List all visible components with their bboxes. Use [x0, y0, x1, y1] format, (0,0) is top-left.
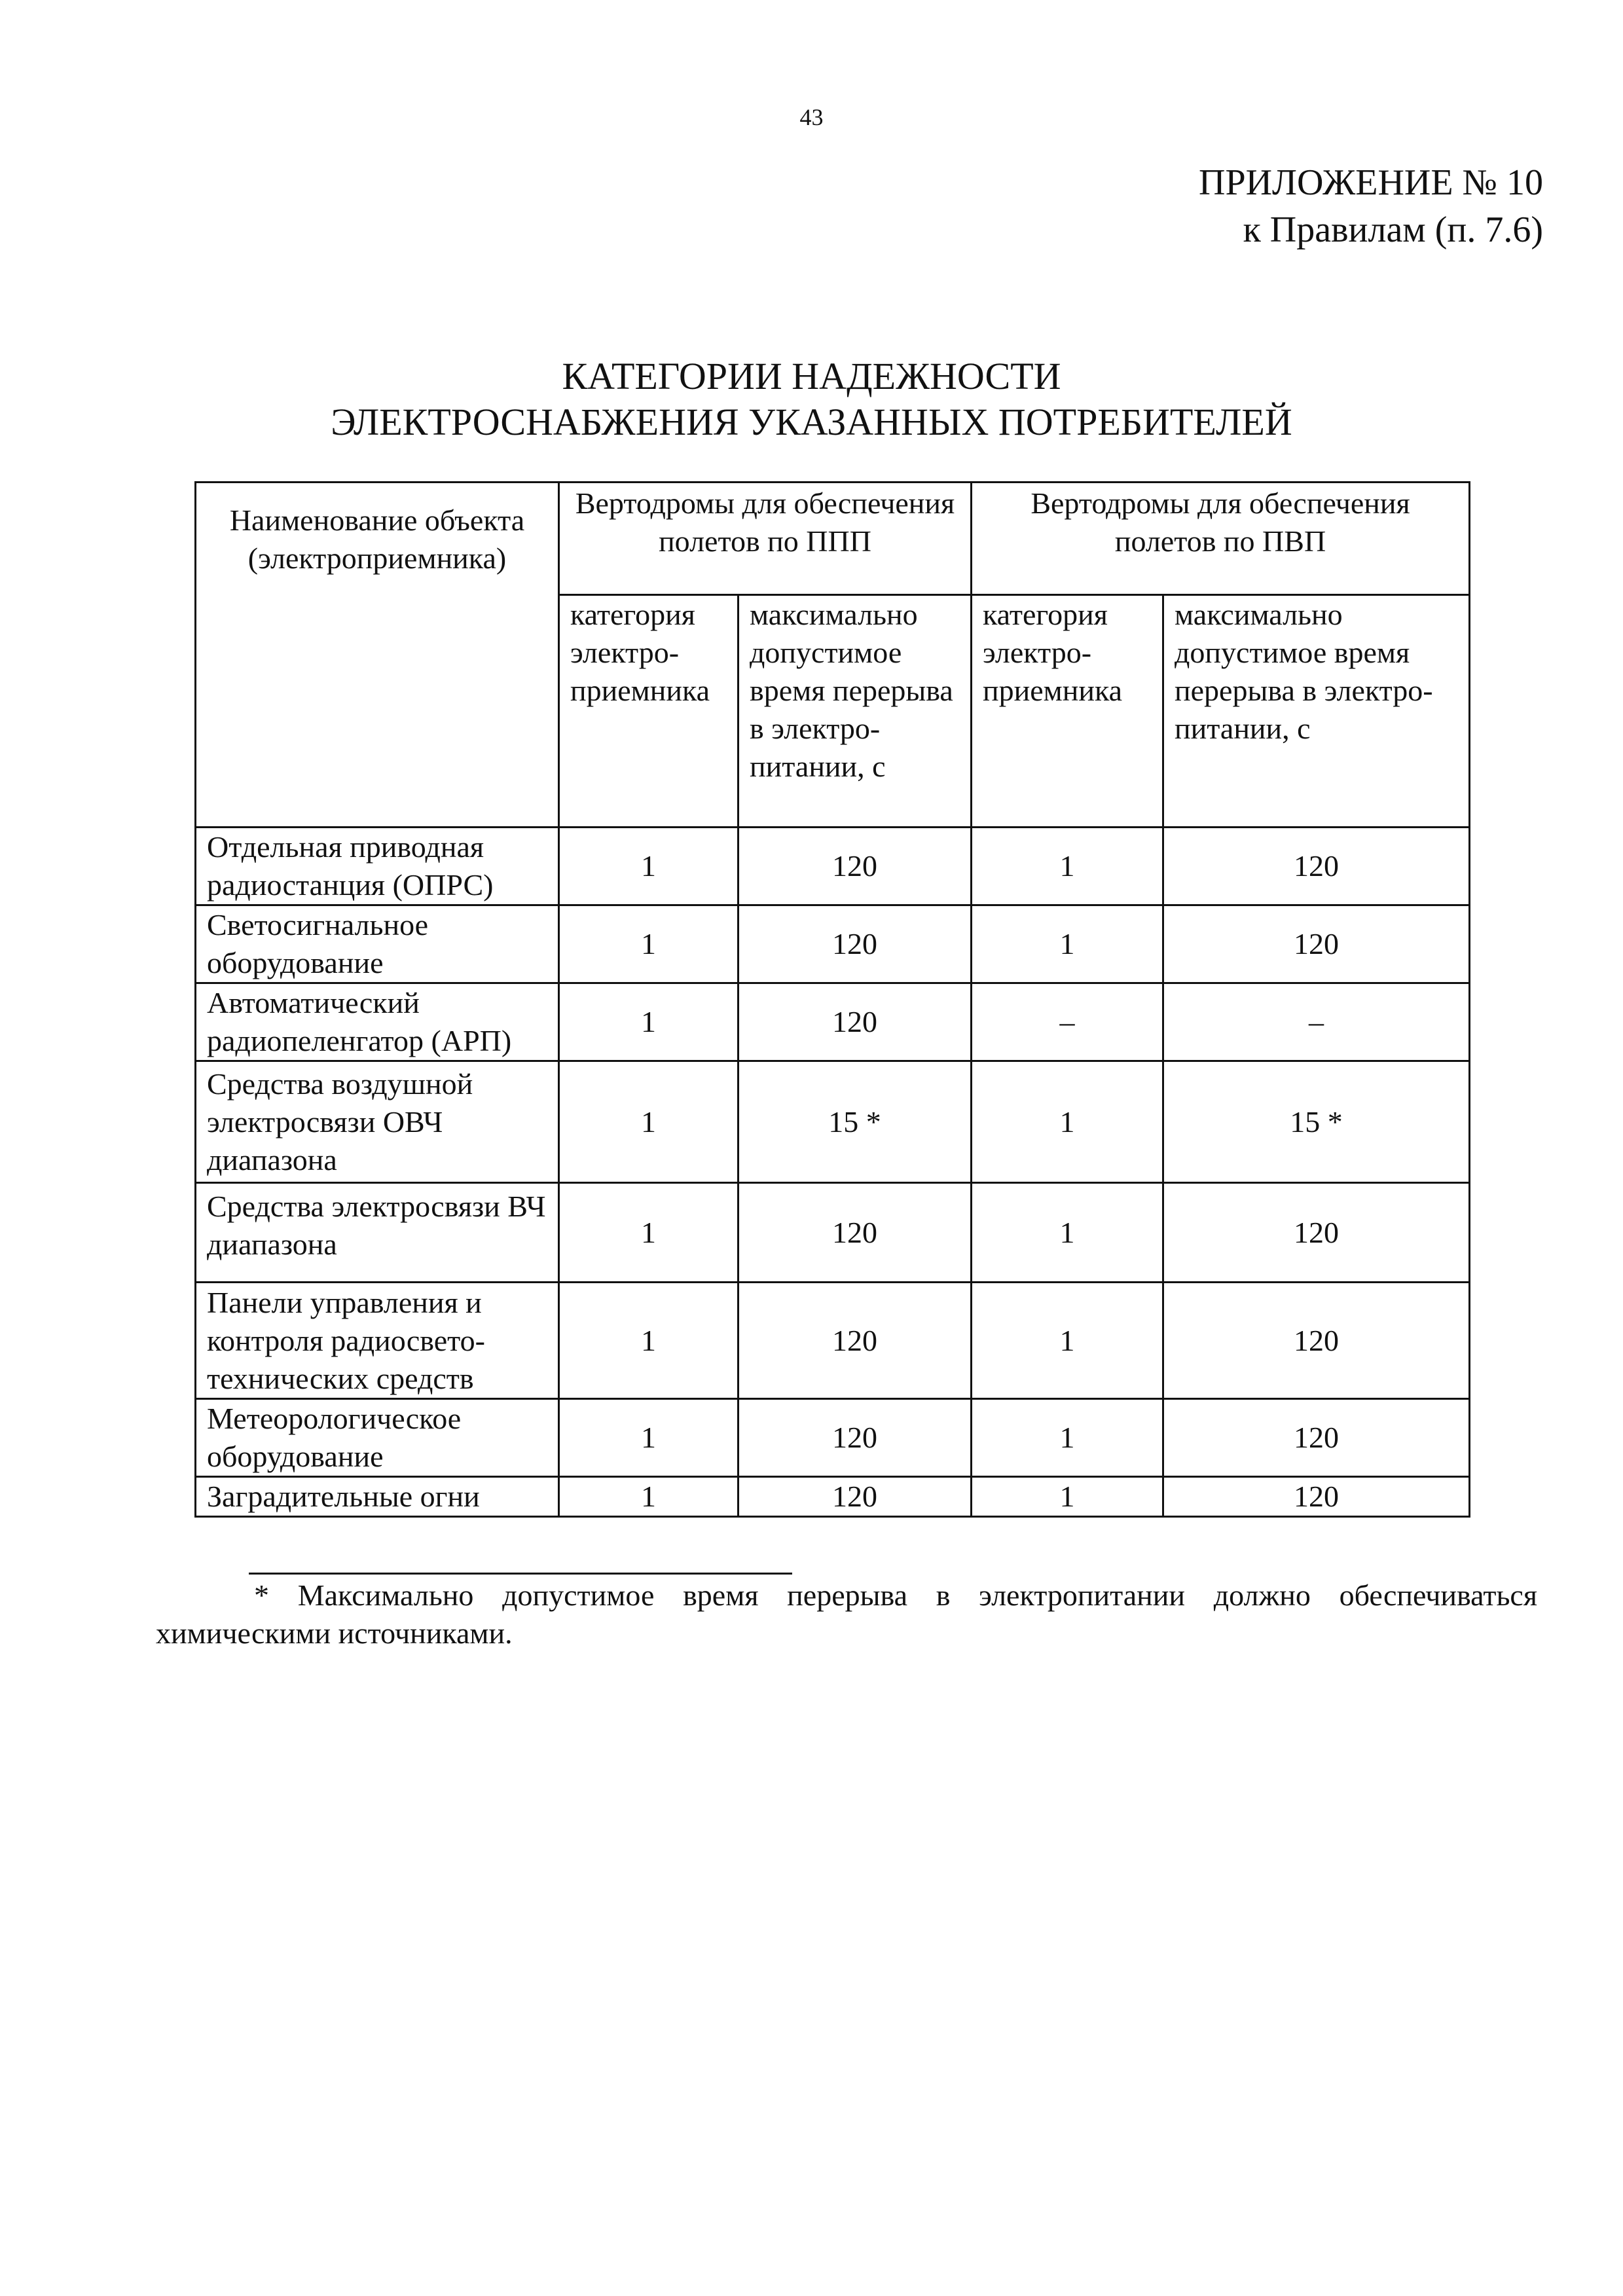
- row-time-ppp: 120: [739, 828, 972, 905]
- row-object-name: Средства электросвязи ВЧ диапазона: [196, 1183, 559, 1283]
- table-row: [196, 1477, 1470, 1517]
- appendix-number: ПРИЛОЖЕНИЕ № 10: [1199, 162, 1543, 203]
- table-row: [196, 905, 1470, 983]
- row-object-name: Заградительные огни: [196, 1477, 559, 1517]
- row-category-ppp: 1: [559, 1183, 739, 1283]
- table-row: [196, 1399, 1470, 1477]
- row-category-ppp: 1: [559, 828, 739, 905]
- row-category-pvp: 1: [972, 1477, 1163, 1517]
- row-category-pvp: 1: [972, 828, 1163, 905]
- row-time-pvp: 120: [1163, 1477, 1470, 1517]
- table-row: [196, 983, 1470, 1061]
- row-category-pvp: 1: [972, 1283, 1163, 1399]
- row-time-pvp: 120: [1163, 1283, 1470, 1399]
- row-time-ppp: 120: [739, 983, 972, 1061]
- row-object-name: Отдельная приводная радиостанция (ОПРС): [196, 828, 559, 905]
- header-group-ppp: Вертодромы для обеспечения полетов по ППП: [559, 483, 972, 595]
- row-time-ppp: 120: [739, 905, 972, 983]
- header-category-ppp: категория электро-приемника: [559, 595, 739, 828]
- row-time-ppp: 120: [739, 1399, 972, 1477]
- row-object-name: Автоматический радиопеленгатор (АРП): [196, 983, 559, 1061]
- row-time-pvp: 120: [1163, 1183, 1470, 1283]
- header-group-pvp: Вертодромы для обеспечения полетов по ПВП: [972, 483, 1470, 595]
- row-time-pvp: 120: [1163, 828, 1470, 905]
- row-time-pvp: 15 *: [1163, 1061, 1470, 1183]
- row-object-name: Метеорологическое оборудование: [196, 1399, 559, 1477]
- reliability-categories-table: [194, 481, 1470, 1518]
- row-time-ppp: 120: [739, 1183, 972, 1283]
- row-category-pvp: 1: [972, 1061, 1163, 1183]
- row-time-ppp: 120: [739, 1283, 972, 1399]
- row-category-ppp: 1: [559, 905, 739, 983]
- document-title: [0, 354, 1623, 445]
- header-object-name: Наименование объекта (электроприемника): [196, 483, 559, 828]
- row-category-ppp: 1: [559, 1061, 739, 1183]
- row-time-pvp: 120: [1163, 1399, 1470, 1477]
- table-row: [196, 1061, 1470, 1183]
- table-row: [196, 1183, 1470, 1283]
- row-category-ppp: 1: [559, 1399, 739, 1477]
- row-category-pvp: 1: [972, 905, 1163, 983]
- footnote-divider: [249, 1573, 792, 1575]
- title-line-1: КАТЕГОРИИ НАДЕЖНОСТИ: [562, 355, 1061, 397]
- row-time-pvp: 120: [1163, 905, 1470, 983]
- row-category-ppp: 1: [559, 983, 739, 1061]
- table-row: [196, 1283, 1470, 1399]
- appendix-reference: к Правилам (п. 7.6): [1243, 210, 1543, 250]
- row-time-pvp: –: [1163, 983, 1470, 1061]
- row-object-name: Панели управления и контроля радиосвето-технических средств: [196, 1283, 559, 1399]
- row-object-name: Средства воздушной электросвязи ОВЧ диапазона: [196, 1061, 559, 1183]
- row-category-ppp: 1: [559, 1283, 739, 1399]
- header-time-pvp: максимально допустимое время перерыва в электро-питании, с: [1163, 595, 1470, 828]
- row-time-ppp: 15 *: [739, 1061, 972, 1183]
- header-category-pvp: категория электро-приемника: [972, 595, 1163, 828]
- title-line-2: ЭЛЕКТРОСНАБЖЕНИЯ УКАЗАННЫХ ПОТРЕБИТЕЛЕЙ: [331, 401, 1292, 443]
- reliability-table-container: [194, 481, 1468, 1518]
- footnote: * Максимально допустимое время перерыва в электропитании должно обеспечиваться химическими источниками.: [156, 1578, 1537, 1650]
- page-number: 43: [799, 104, 824, 130]
- appendix-heading: [1199, 159, 1543, 253]
- row-object-name: Светосигнальное оборудование: [196, 905, 559, 983]
- row-category-pvp: 1: [972, 1399, 1163, 1477]
- row-category-ppp: 1: [559, 1477, 739, 1517]
- table-row: [196, 828, 1470, 905]
- header-time-ppp: максимально допустимое время перерыва в электро-питании, с: [739, 595, 972, 828]
- row-category-pvp: –: [972, 983, 1163, 1061]
- row-category-pvp: 1: [972, 1183, 1163, 1283]
- row-time-ppp: 120: [739, 1477, 972, 1517]
